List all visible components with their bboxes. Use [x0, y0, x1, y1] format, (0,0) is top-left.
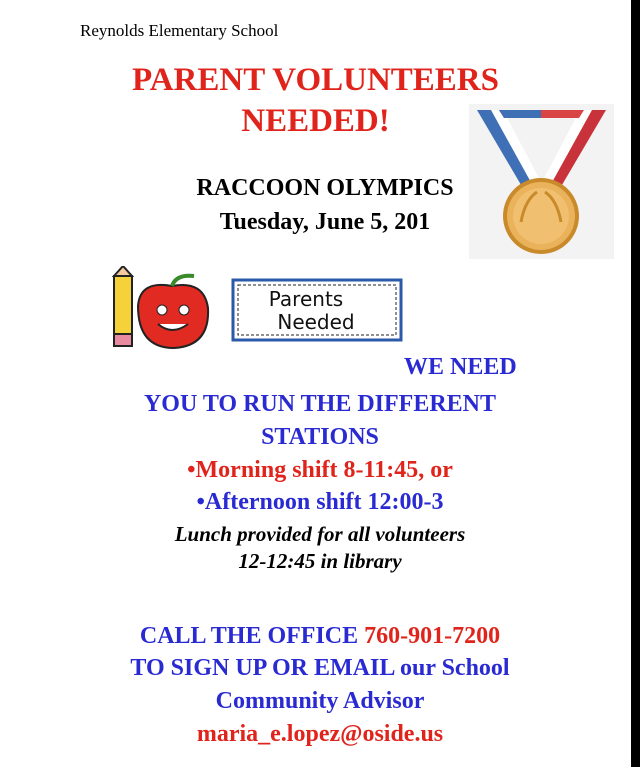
morning-shift: •Morning shift 8-11:45, or	[187, 457, 453, 483]
sign-text-needed: Needed	[277, 310, 355, 334]
school-name: Reynolds Elementary School	[80, 21, 279, 40]
call-office-line	[0, 620, 640, 652]
sign-up-line: TO SIGN UP OR EMAIL our School	[130, 655, 510, 681]
stations-line: STATIONS	[261, 424, 379, 450]
event-date: Tuesday, June 5, 201	[219, 209, 431, 235]
afternoon-shift: •Afternoon shift 12:00-3	[196, 489, 444, 515]
advisor-line: Community Advisor	[215, 688, 425, 714]
contact-email[interactable]: maria_e.lopez@oside.us	[196, 721, 444, 747]
office-phone[interactable]: 760-901-7200	[364, 623, 501, 649]
run-stations-line: YOU TO RUN THE DIFFERENT	[143, 391, 497, 417]
we-need-text: WE NEED	[404, 354, 517, 380]
lunch-line-2: 12-12:45 in library	[238, 549, 402, 573]
parents-needed-graphic	[100, 266, 405, 352]
title-line-2: NEEDED!	[241, 103, 390, 139]
lunch-line-1: Lunch provided for all volunteers	[174, 522, 466, 546]
title-line-1: PARENT VOLUNTEERS	[131, 62, 499, 98]
medal-icon	[469, 104, 614, 259]
event-name: RACCOON OLYMPICS	[196, 175, 454, 201]
sign-text-parents: Parents	[268, 287, 344, 311]
call-office-text: CALL THE OFFICE	[139, 623, 359, 649]
